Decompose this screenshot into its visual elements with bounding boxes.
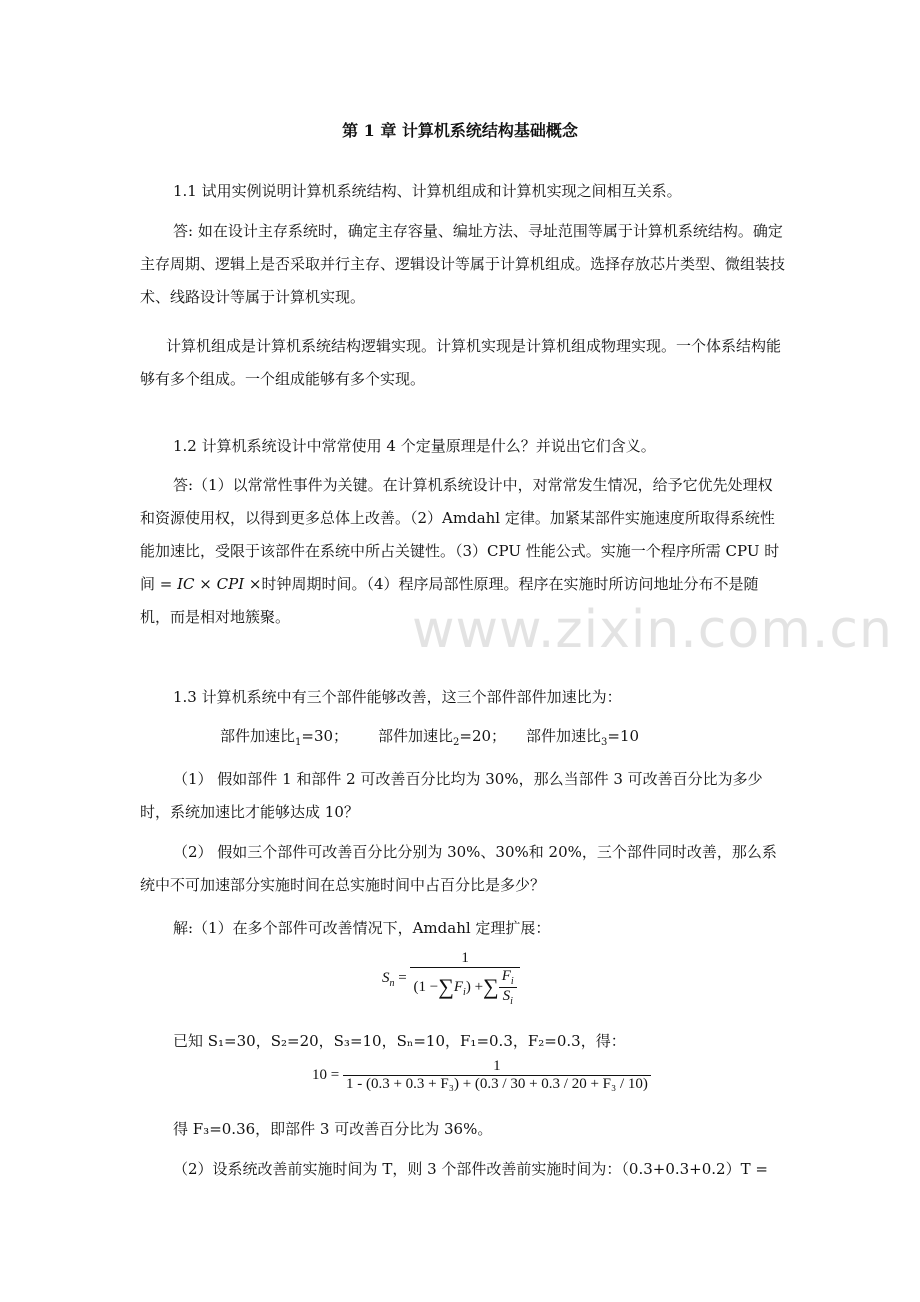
question-1-3: 1.3 计算机系统中有三个部件能够改善，这三个部件部件加速比为： [173, 688, 622, 706]
solution-part2-start: （2）设系统改善前实施时间为 T，则 3 个部件改善前实施时间为：（0.3+0.3+0.2）T = [173, 1160, 768, 1178]
answer-1-2-part2: 时钟周期时间。（4）程序局部性原理。程序在实施时所访问地址分布不是随机，而是相对地簇聚。 [140, 575, 759, 626]
watermark: www.zixin.com.cn [412, 600, 893, 660]
answer-1-2 [140, 469, 785, 634]
solution-intro: 解:（1）在多个部件可改善情况下，Amdahl 定理扩展： [173, 919, 551, 937]
speedup-3: 部件加速比$_3$=10 [526, 727, 640, 748]
chapter-title: 第 1 章 计算机系统结构基础概念 [342, 121, 578, 140]
speedup-1: 部件加速比$_1$=30； [220, 727, 349, 748]
question-1-3-part1: （1） 假如部件 1 和部件 2 可改善百分比均为 30%，那么当部件 3 可改善百分比为多少时，系统加速比才能够达成 10？ [140, 770, 763, 821]
answer-1-1-continued: 计算机组成是计算机系统结构逻辑实现。计算机实现是计算机组成物理实现。一个体系结构能够有多个组成。一个组成能够有多个实现。 [140, 337, 782, 388]
amdahl-denominator: $(1 -\sum F_i)$ +∑ $\frac{F_i}{S_i}$ [410, 968, 519, 1007]
amdahl-formula: $S_n$ = 1 $(1 -\sum F_i)$ +∑ $\frac{F_i}{S_i}$ [382, 950, 520, 1007]
answer-1-1: 答: 如在设计主存系统时，确定主存容量、编址方法、寻址范围等属于计算机系统结构。确定主存周期、逻辑上是否采取并行主存、逻辑设计等属于计算机组成。选择存放芯片类型、微组装技术、线路设计等属于计算机实现。 [140, 222, 786, 306]
amdahl-numerator: 1 [410, 950, 519, 968]
speedup-equation: 10 = $\frac{1}{\text{1 - (0.3 + 0.3 + F₃) + (0.3 / 30 + 0.3 / 20 + F₃ / 10)}}$ [312, 1058, 651, 1093]
known-values: 已知 S₁=30，S₂=20，S₃=10，Sₙ=10，F₁=0.3，F₂=0.3，得： [173, 1032, 626, 1050]
answer-1-2-part1: 答:（1）以常常性事件为关键。在计算机系统设计中，对常常发生情况，给予它优先处理权和资源使用权，以得到更多总体上改善。（2）Amdahl 定律。加紧某部件实施速度所取得系统性能加速比，受限于该部件在系统中所占关键性。（3）CPU 性能公式。实施一个程序所需 CPU 时间 [140, 476, 780, 593]
cpu-time-formula: = IC × CPI × [159, 575, 262, 593]
question-1-1: 1.1 试用实例说明计算机系统结构、计算机组成和计算机实现之间相互关系。 [173, 182, 682, 200]
question-1-2: 1.2 计算机系统设计中常常使用 4 个定量原理是什么？并说出它们含义。 [173, 437, 656, 455]
speedup-2: 部件加速比$_2$=20； [378, 727, 507, 748]
result-part1: 得 F₃=0.36，即部件 3 可改善百分比为 36%。 [173, 1120, 493, 1138]
question-1-3-part2: （2） 假如三个部件可改善百分比分别为 30%、30%和 20%，三个部件同时改善，那么系统中不可加速部分实施时间在总实施时间中占百分比是多少？ [140, 843, 777, 894]
